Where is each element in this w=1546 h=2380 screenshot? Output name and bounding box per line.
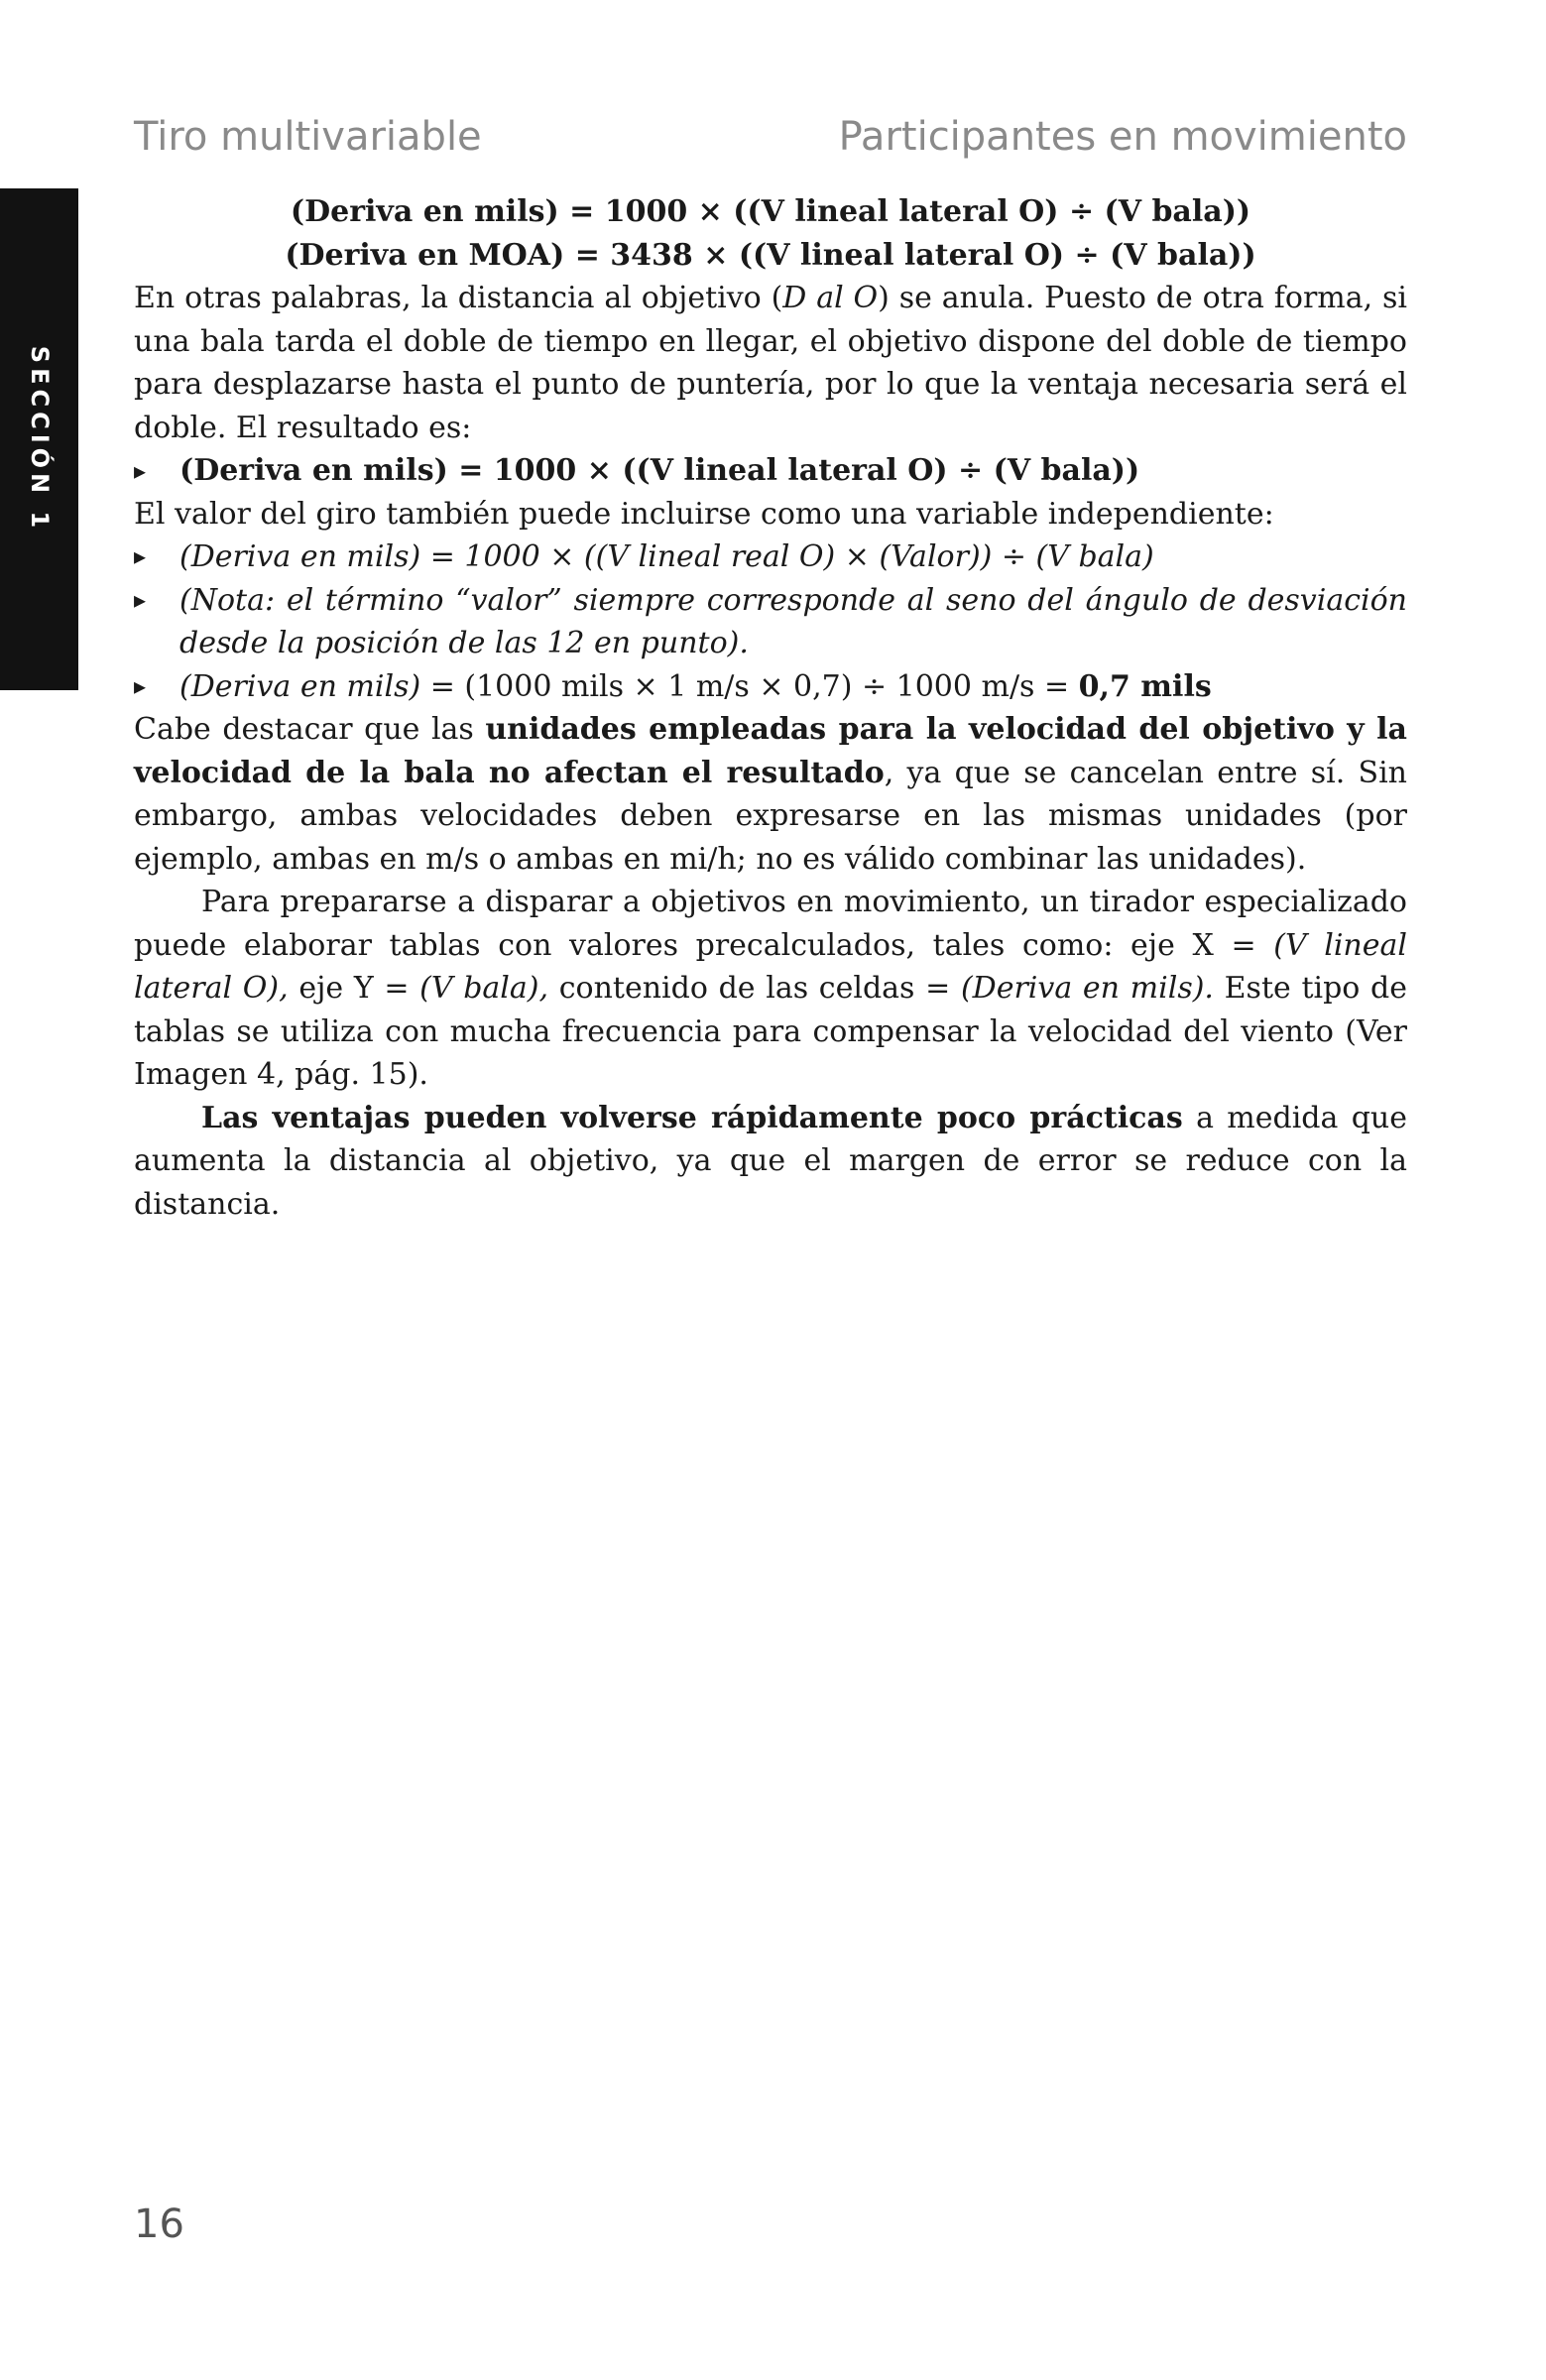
text: Cabe destacar que las — [134, 712, 486, 747]
text: , ya que se cancelan entre sí. Sin embargo, ambas velocidades deben expresarse en las mismas unidades (por ejemplo, ambas en m/s o ambas en mi/h; no es válido combinar las unidades). — [134, 755, 1408, 877]
paragraph-turn-variable: El valor del giro también puede incluirse como una variable independiente: — [134, 496, 1274, 532]
formula-mils: (Deriva en mils) = 1000 × ((V lineal lateral O) ÷ (V bala)) — [290, 194, 1251, 229]
section-tab-label: SECCIÓN 1 — [25, 345, 54, 534]
paragraph-units — [134, 708, 1407, 881]
text: = (1000 mils × 1 m/s × 0,7) ÷ 1000 m/s = — [420, 668, 1079, 704]
result-value: 0,7 mils — [1078, 668, 1212, 704]
text: En otras palabras, la distancia al objetivo ( — [134, 281, 783, 315]
bullet-formula-with-value: ▸ (Deriva en mils) = 1000 × ((V lineal real O) × (Valor)) ÷ (V bala) — [134, 536, 1407, 579]
section-title: Participantes en movimiento — [838, 114, 1407, 160]
emphasis: (V lineal lateral O), — [134, 927, 1407, 1006]
paragraph-distance-cancels — [134, 277, 1407, 449]
highlight: unidades empleadas para la velocidad del objetivo y la velocidad de la bala no afectan el resultado — [134, 712, 1407, 790]
paragraph-impractical-leads — [134, 1097, 1407, 1227]
text: eje Y = — [288, 971, 420, 1006]
paragraph-tables — [134, 881, 1407, 1097]
text: Este tipo de tablas se utiliza con mucha frecuencia para compensar la velocidad del viento (Ver Imagen 4, pág. 15). — [134, 971, 1408, 1092]
running-head — [134, 114, 1407, 164]
text: a medida que aumenta la distancia al objetivo, ya que el margen de error se reduce con la distancia. — [134, 1100, 1407, 1222]
page-body — [134, 190, 1407, 1226]
bullet-result-formula: ▸ (Deriva en mils) = 1000 × ((V lineal lateral O) ÷ (V bala)) — [134, 449, 1407, 493]
text: Para prepararse a disparar a objetivos en movimiento, un tirador especializado puede elaborar tablas con valores precalculados, tales como: eje X = — [134, 885, 1407, 963]
bullet-note-value: ▸ (Nota: el término “valor” siempre corresponde al seno del ángulo de desviación desde la posición de las 12 en punto). — [134, 579, 1407, 665]
bullet-worked-example — [134, 665, 1407, 709]
formula-moa: (Deriva en MOA) = 3438 × ((V lineal lateral O) ÷ (V bala)) — [285, 237, 1256, 273]
text: ) se anula. Puesto de otra forma, si una bala tarda el doble de tiempo en llegar, el objetivo dispone del doble de tiempo para desplazarse hasta el punto de puntería, por lo que la ventaja necesaria será el doble. El resultado es: — [134, 281, 1408, 445]
emphasis: (Deriva en mils) — [179, 668, 421, 704]
emphasis: (V bala), — [419, 971, 549, 1006]
section-tab — [0, 188, 78, 690]
text: contenido de las celdas = — [548, 971, 961, 1006]
highlight: Las ventajas pueden volverse rápidamente poco prácticas — [201, 1100, 1183, 1135]
chapter-title: Tiro multivariable — [134, 114, 482, 160]
page-number: 16 — [134, 2202, 184, 2247]
emphasis: D al O — [782, 281, 879, 315]
emphasis: (Deriva en mils). — [960, 971, 1214, 1006]
